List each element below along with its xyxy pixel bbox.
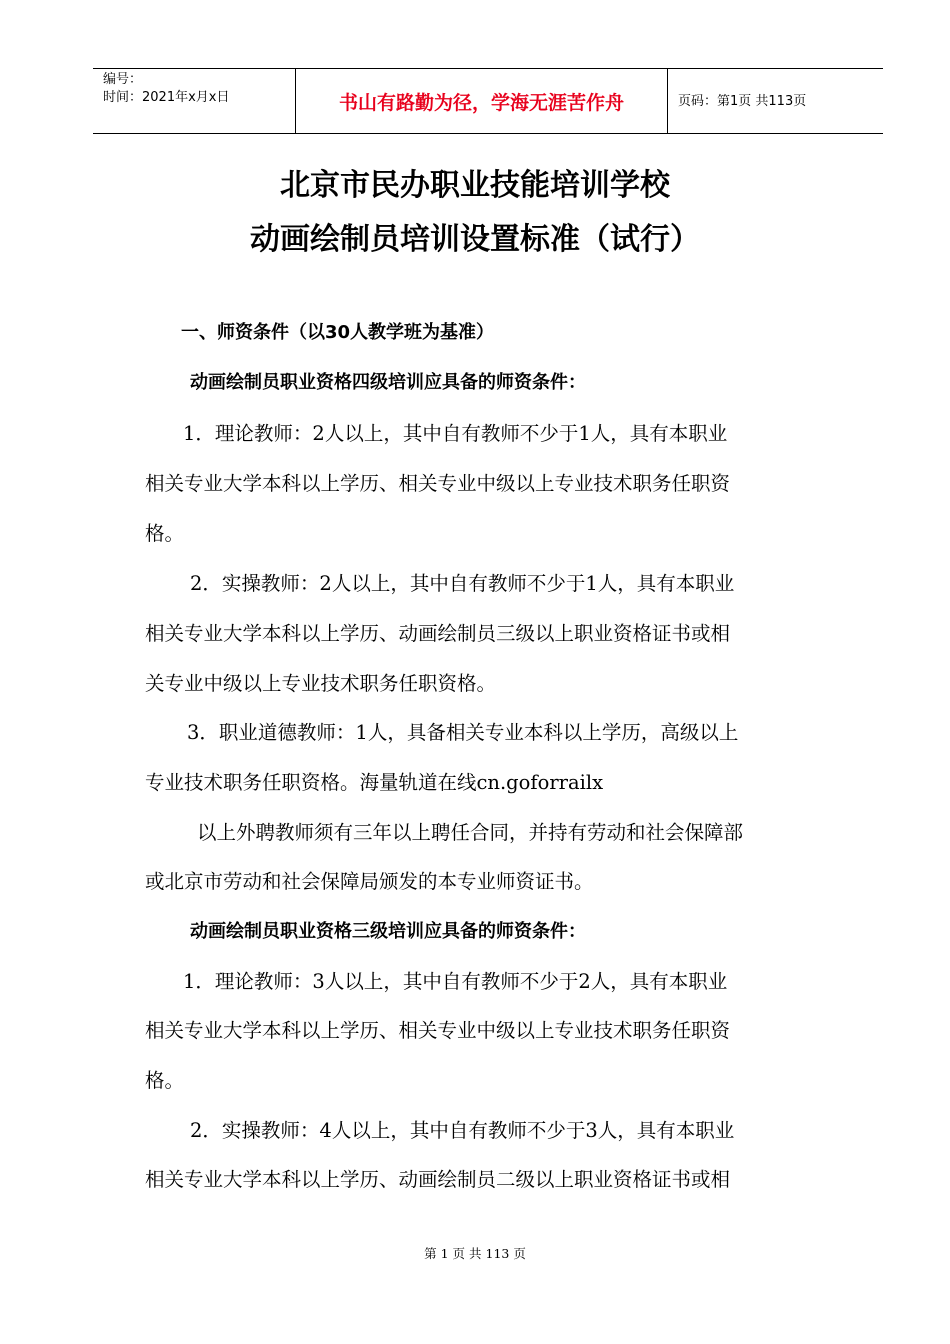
paragraph-line: 相关专业大学本科以上学历、动画绘制员三级以上职业资格证书或相 xyxy=(145,622,731,645)
header-page-info: 页码：第1页 共113页 xyxy=(678,94,807,109)
paragraph-line: 相关专业大学本科以上学历、相关专业中级以上专业技术职务任职资 xyxy=(145,472,731,495)
document-header xyxy=(93,68,883,134)
paragraph-line: 3．职业道德教师：1人，具备相关专业本科以上学历，高级以上 xyxy=(187,721,739,744)
header-motto: 书山有路勤为径，学海无涯苦作舟 xyxy=(338,92,624,114)
paragraph-line: 格。 xyxy=(145,522,185,545)
paragraph-line: 关专业中级以上专业技术职务任职资格。 xyxy=(145,672,497,695)
paragraph-line: 相关专业大学本科以上学历、相关专业中级以上专业技术职务任职资 xyxy=(145,1019,731,1042)
paragraph-line: 1．理论教师：3人以上，其中自有教师不少于2人，具有本职业 xyxy=(183,970,728,993)
serial-label: 编号： xyxy=(103,72,143,87)
paragraph-line: 2．实操教师：2人以上，其中自有教师不少于1人，具有本职业 xyxy=(190,572,735,595)
paragraph-line: 或北京市劳动和社会保障局颁发的本专业师资证书。 xyxy=(145,870,594,893)
page-footer: 第 1 页 共 113 页 xyxy=(424,1246,526,1261)
section-heading: 一、师资条件（以30人教学班为基准） xyxy=(181,322,495,343)
paragraph-line: 1．理论教师：2人以上，其中自有教师不少于1人，具有本职业 xyxy=(183,422,728,445)
header-motto-cell xyxy=(295,69,668,133)
header-page-cell xyxy=(668,69,883,133)
level4-heading: 动画绘制员职业资格四级培训应具备的师资条件： xyxy=(190,372,586,393)
time-label: 时间：2021年x月x日 xyxy=(103,90,230,105)
level3-heading: 动画绘制员职业资格三级培训应具备的师资条件： xyxy=(190,921,586,942)
header-meta-cell xyxy=(93,69,295,133)
paragraph-line: 以上外聘教师须有三年以上聘任合同，并持有劳动和社会保障部 xyxy=(197,821,744,844)
paragraph-line: 相关专业大学本科以上学历、动画绘制员二级以上职业资格证书或相 xyxy=(145,1168,731,1191)
paragraph-line: 2．实操教师：4人以上，其中自有教师不少于3人，具有本职业 xyxy=(190,1119,735,1142)
document-title-line1: 北京市民办职业技能培训学校 xyxy=(280,168,670,203)
paragraph-line: 专业技术职务任职资格。海量轨道在线cn.goforrailx xyxy=(145,771,604,794)
paragraph-line: 格。 xyxy=(145,1069,185,1092)
document-title-line2: 动画绘制员培训设置标准（试行） xyxy=(250,222,700,257)
